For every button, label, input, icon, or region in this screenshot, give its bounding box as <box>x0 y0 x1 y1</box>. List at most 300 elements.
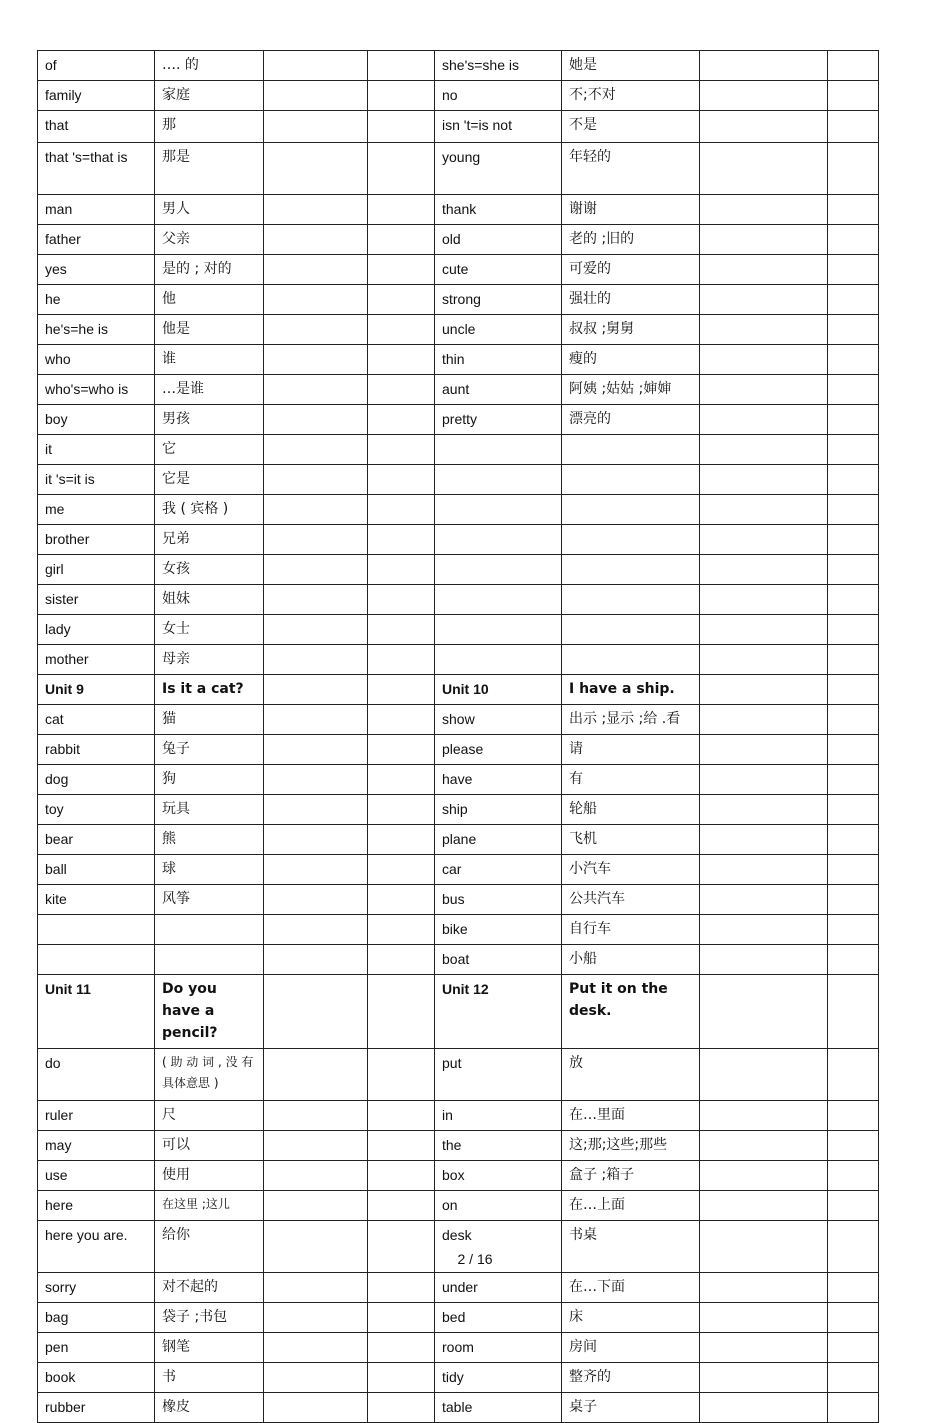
table-row <box>38 705 879 735</box>
blank-c-cell <box>700 735 828 765</box>
meaning-zh-cell: 橡皮 <box>155 1393 264 1423</box>
meaning-zh-cell: 那是 <box>155 143 264 195</box>
blank-c-cell <box>700 81 828 111</box>
unit-heading: Unit 9 <box>38 675 155 705</box>
blank-c-cell <box>700 1131 828 1161</box>
blank-a-cell <box>264 525 368 555</box>
word-en-right-cell <box>435 525 562 555</box>
meaning-zh-cell: 钢笔 <box>155 1333 264 1363</box>
meaning-zh-right-cell <box>562 555 700 585</box>
word-en-right-cell: old <box>435 225 562 255</box>
word-en-cell: family <box>38 81 155 111</box>
blank-a-cell <box>264 405 368 435</box>
word-en-cell: book <box>38 1363 155 1393</box>
blank-b-cell <box>368 1333 435 1363</box>
blank-c-cell <box>700 255 828 285</box>
table-row <box>38 255 879 285</box>
meaning-zh-cell: 使用 <box>155 1161 264 1191</box>
blank-d-cell <box>828 225 879 255</box>
word-en-right-cell: aunt <box>435 375 562 405</box>
table-row <box>38 495 879 525</box>
meaning-zh-right-cell: 叔叔 ;舅舅 <box>562 315 700 345</box>
blank-c-cell <box>700 765 828 795</box>
blank-d-cell <box>828 585 879 615</box>
blank-a-cell <box>264 555 368 585</box>
meaning-zh-cell: 兔子 <box>155 735 264 765</box>
blank-d-cell <box>828 345 879 375</box>
blank-c-cell <box>700 465 828 495</box>
table-row <box>38 435 879 465</box>
blank-c-cell <box>700 1363 828 1393</box>
word-en-cell: ball <box>38 855 155 885</box>
blank-b-cell <box>368 315 435 345</box>
word-en-right-cell: uncle <box>435 315 562 345</box>
meaning-zh-cell: 球 <box>155 855 264 885</box>
blank-a-cell <box>264 1363 368 1393</box>
blank-b-cell <box>368 195 435 225</box>
table-row <box>38 675 879 705</box>
blank-a-cell <box>264 615 368 645</box>
meaning-zh-right-cell <box>562 525 700 555</box>
table-row <box>38 915 879 945</box>
blank-c-cell <box>700 675 828 705</box>
meaning-zh-right-cell: 自行车 <box>562 915 700 945</box>
meaning-zh-right-cell <box>562 645 700 675</box>
blank-b-cell <box>368 1161 435 1191</box>
word-en-cell: that <box>38 111 155 143</box>
word-en-right-cell: thank <box>435 195 562 225</box>
blank-d-cell <box>828 285 879 315</box>
meaning-zh-right-cell: 房间 <box>562 1333 700 1363</box>
meaning-zh-right-cell: 小汽车 <box>562 855 700 885</box>
blank-a-cell <box>264 285 368 315</box>
blank-d-cell <box>828 143 879 195</box>
blank-d-cell <box>828 675 879 705</box>
meaning-zh-cell: 兄弟 <box>155 525 264 555</box>
meaning-zh-cell: 那 <box>155 111 264 143</box>
blank-d-cell <box>828 255 879 285</box>
blank-b-cell <box>368 915 435 945</box>
blank-d-cell <box>828 765 879 795</box>
word-en-cell <box>38 945 155 975</box>
word-en-cell: rubber <box>38 1393 155 1423</box>
word-en-cell <box>38 915 155 945</box>
table-row <box>38 645 879 675</box>
word-en-right-cell: have <box>435 765 562 795</box>
blank-a-cell <box>264 735 368 765</box>
blank-b-cell <box>368 615 435 645</box>
blank-b-cell <box>368 1101 435 1131</box>
word-en-right-cell: she's=she is <box>435 51 562 81</box>
table-row <box>38 795 879 825</box>
meaning-zh-cell: 他 <box>155 285 264 315</box>
meaning-zh-cell: 对不起的 <box>155 1273 264 1303</box>
blank-a-cell <box>264 51 368 81</box>
word-en-right-cell <box>435 435 562 465</box>
blank-b-cell <box>368 495 435 525</box>
blank-b-cell <box>368 765 435 795</box>
word-en-right-cell <box>435 465 562 495</box>
blank-b-cell <box>368 255 435 285</box>
meaning-zh-right-cell <box>562 465 700 495</box>
blank-d-cell <box>828 405 879 435</box>
table-row <box>38 111 879 143</box>
word-en-right-cell: room <box>435 1333 562 1363</box>
meaning-zh-right-cell: 出示 ;显示 ;给 .看 <box>562 705 700 735</box>
unit-heading: Unit 12 <box>435 975 562 1049</box>
blank-b-cell <box>368 675 435 705</box>
word-en-cell: use <box>38 1161 155 1191</box>
meaning-zh-cell: …是谁 <box>155 375 264 405</box>
unit-title: Put it on the desk. <box>562 975 700 1049</box>
blank-c-cell <box>700 111 828 143</box>
meaning-zh-right-cell <box>562 615 700 645</box>
blank-a-cell <box>264 375 368 405</box>
word-en-cell: it <box>38 435 155 465</box>
word-en-cell: toy <box>38 795 155 825</box>
meaning-zh-cell: 在这里 ;这儿 <box>155 1191 264 1221</box>
blank-a-cell <box>264 915 368 945</box>
blank-c-cell <box>700 405 828 435</box>
table-row <box>38 615 879 645</box>
blank-a-cell <box>264 1161 368 1191</box>
blank-d-cell <box>828 795 879 825</box>
word-en-right-cell <box>435 585 562 615</box>
word-en-right-cell: boat <box>435 945 562 975</box>
word-en-right-cell: no <box>435 81 562 111</box>
blank-c-cell <box>700 435 828 465</box>
word-en-right-cell: strong <box>435 285 562 315</box>
meaning-zh-cell <box>155 915 264 945</box>
blank-c-cell <box>700 825 828 855</box>
word-en-cell: of <box>38 51 155 81</box>
meaning-zh-right-cell: 阿姨 ;姑姑 ;婶婶 <box>562 375 700 405</box>
blank-a-cell <box>264 1393 368 1423</box>
blank-b-cell <box>368 1049 435 1101</box>
blank-b-cell <box>368 645 435 675</box>
blank-b-cell <box>368 51 435 81</box>
blank-a-cell <box>264 255 368 285</box>
blank-d-cell <box>828 1049 879 1101</box>
blank-a-cell <box>264 225 368 255</box>
blank-c-cell <box>700 1333 828 1363</box>
word-en-cell: lady <box>38 615 155 645</box>
word-en-cell: here you are. <box>38 1221 155 1273</box>
unit-title: Do you have a pencil? <box>155 975 264 1049</box>
table-row <box>38 81 879 111</box>
table-row <box>38 285 879 315</box>
blank-a-cell <box>264 1273 368 1303</box>
blank-c-cell <box>700 1393 828 1423</box>
table-row <box>38 1191 879 1221</box>
blank-b-cell <box>368 1191 435 1221</box>
word-en-right-cell: under <box>435 1273 562 1303</box>
blank-a-cell <box>264 645 368 675</box>
meaning-zh-right-cell: 在…上面 <box>562 1191 700 1221</box>
blank-d-cell <box>828 615 879 645</box>
meaning-zh-right-cell: 请 <box>562 735 700 765</box>
table-row <box>38 825 879 855</box>
meaning-zh-cell: 它是 <box>155 465 264 495</box>
unit-heading: Unit 10 <box>435 675 562 705</box>
table-row <box>38 885 879 915</box>
table-row <box>38 1333 879 1363</box>
word-en-right-cell: isn 't=is not <box>435 111 562 143</box>
blank-b-cell <box>368 525 435 555</box>
blank-b-cell <box>368 1303 435 1333</box>
blank-d-cell <box>828 465 879 495</box>
meaning-zh-right-cell: 有 <box>562 765 700 795</box>
blank-d-cell <box>828 375 879 405</box>
meaning-zh-cell: 男人 <box>155 195 264 225</box>
meaning-zh-cell: 女士 <box>155 615 264 645</box>
meaning-zh-right-cell: 书桌 <box>562 1221 700 1273</box>
blank-b-cell <box>368 585 435 615</box>
blank-d-cell <box>828 705 879 735</box>
blank-d-cell <box>828 915 879 945</box>
blank-a-cell <box>264 825 368 855</box>
blank-d-cell <box>828 1393 879 1423</box>
blank-a-cell <box>264 585 368 615</box>
word-en-right-cell: desk <box>435 1221 562 1273</box>
meaning-zh-cell: 狗 <box>155 765 264 795</box>
meaning-zh-right-cell: 整齐的 <box>562 1363 700 1393</box>
table-row <box>38 1131 879 1161</box>
word-en-cell: boy <box>38 405 155 435</box>
blank-b-cell <box>368 375 435 405</box>
blank-d-cell <box>828 1273 879 1303</box>
meaning-zh-cell <box>155 945 264 975</box>
blank-d-cell <box>828 111 879 143</box>
meaning-zh-cell: 玩具 <box>155 795 264 825</box>
blank-b-cell <box>368 735 435 765</box>
blank-a-cell <box>264 1333 368 1363</box>
table-row <box>38 195 879 225</box>
table-row <box>38 525 879 555</box>
blank-a-cell <box>264 975 368 1049</box>
blank-d-cell <box>828 1191 879 1221</box>
blank-a-cell <box>264 195 368 225</box>
blank-c-cell <box>700 585 828 615</box>
word-en-right-cell: bike <box>435 915 562 945</box>
blank-c-cell <box>700 315 828 345</box>
meaning-zh-right-cell: 她是 <box>562 51 700 81</box>
meaning-zh-cell: 母亲 <box>155 645 264 675</box>
table-row <box>38 1273 879 1303</box>
meaning-zh-cell: 谁 <box>155 345 264 375</box>
meaning-zh-cell: 给你 <box>155 1221 264 1273</box>
word-en-cell: do <box>38 1049 155 1101</box>
blank-d-cell <box>828 735 879 765</box>
table-row <box>38 945 879 975</box>
word-en-cell: girl <box>38 555 155 585</box>
table-row <box>38 1161 879 1191</box>
blank-d-cell <box>828 855 879 885</box>
meaning-zh-right-cell <box>562 495 700 525</box>
word-en-cell: rabbit <box>38 735 155 765</box>
blank-b-cell <box>368 345 435 375</box>
meaning-zh-right-cell: 老的 ;旧的 <box>562 225 700 255</box>
word-en-right-cell: pretty <box>435 405 562 435</box>
table-row <box>38 375 879 405</box>
word-en-right-cell: plane <box>435 825 562 855</box>
meaning-zh-right-cell: 可爱的 <box>562 255 700 285</box>
blank-a-cell <box>264 1191 368 1221</box>
blank-d-cell <box>828 645 879 675</box>
blank-c-cell <box>700 1161 828 1191</box>
blank-b-cell <box>368 465 435 495</box>
word-en-right-cell: bus <box>435 885 562 915</box>
blank-a-cell <box>264 143 368 195</box>
word-en-cell: man <box>38 195 155 225</box>
table-row <box>38 735 879 765</box>
blank-a-cell <box>264 345 368 375</box>
word-en-cell: who's=who is <box>38 375 155 405</box>
blank-b-cell <box>368 1363 435 1393</box>
word-en-cell: dog <box>38 765 155 795</box>
meaning-zh-cell: 父亲 <box>155 225 264 255</box>
word-en-cell: pen <box>38 1333 155 1363</box>
blank-a-cell <box>264 1131 368 1161</box>
blank-c-cell <box>700 615 828 645</box>
blank-d-cell <box>828 885 879 915</box>
meaning-zh-right-cell: 漂亮的 <box>562 405 700 435</box>
unit-title: Is it a cat? <box>155 675 264 705</box>
blank-c-cell <box>700 945 828 975</box>
blank-c-cell <box>700 705 828 735</box>
blank-a-cell <box>264 495 368 525</box>
meaning-zh-right-cell: 飞机 <box>562 825 700 855</box>
table-row <box>38 143 879 195</box>
meaning-zh-right-cell: 盒子 ;箱子 <box>562 1161 700 1191</box>
meaning-zh-right-cell: 瘦的 <box>562 345 700 375</box>
table-row <box>38 51 879 81</box>
word-en-cell: he <box>38 285 155 315</box>
meaning-zh-cell: 猫 <box>155 705 264 735</box>
blank-a-cell <box>264 795 368 825</box>
meaning-zh-cell: 家庭 <box>155 81 264 111</box>
blank-b-cell <box>368 945 435 975</box>
blank-c-cell <box>700 885 828 915</box>
word-en-cell: cat <box>38 705 155 735</box>
word-en-cell: bag <box>38 1303 155 1333</box>
word-en-right-cell: on <box>435 1191 562 1221</box>
page-number: 2 / 16 <box>457 1251 493 1267</box>
word-en-right-cell: ship <box>435 795 562 825</box>
word-en-cell: may <box>38 1131 155 1161</box>
blank-c-cell <box>700 495 828 525</box>
meaning-zh-right-cell: 在…里面 <box>562 1101 700 1131</box>
word-en-cell: who <box>38 345 155 375</box>
word-en-right-cell: young <box>435 143 562 195</box>
word-en-right-cell <box>435 495 562 525</box>
meaning-zh-right-cell: 公共汽车 <box>562 885 700 915</box>
blank-a-cell <box>264 1049 368 1101</box>
blank-a-cell <box>264 1303 368 1333</box>
blank-c-cell <box>700 51 828 81</box>
blank-b-cell <box>368 1273 435 1303</box>
blank-b-cell <box>368 111 435 143</box>
table-row <box>38 1363 879 1393</box>
blank-c-cell <box>700 1191 828 1221</box>
blank-d-cell <box>828 1363 879 1393</box>
meaning-zh-cell: 姐妹 <box>155 585 264 615</box>
blank-d-cell <box>828 1303 879 1333</box>
meaning-zh-cell: 袋子 ;书包 <box>155 1303 264 1333</box>
blank-b-cell <box>368 975 435 1049</box>
meaning-zh-right-cell: 不是 <box>562 111 700 143</box>
blank-a-cell <box>264 111 368 143</box>
meaning-zh-right-cell: 不;不对 <box>562 81 700 111</box>
blank-c-cell <box>700 195 828 225</box>
word-en-right-cell: tidy <box>435 1363 562 1393</box>
meaning-zh-cell: 他是 <box>155 315 264 345</box>
meaning-zh-cell: ( 助 动 词 , 没 有 具体意思 ) <box>155 1049 264 1101</box>
word-en-cell: bear <box>38 825 155 855</box>
meaning-zh-cell: 书 <box>155 1363 264 1393</box>
blank-c-cell <box>700 143 828 195</box>
word-en-cell: sorry <box>38 1273 155 1303</box>
table-row <box>38 765 879 795</box>
meaning-zh-right-cell: 强壮的 <box>562 285 700 315</box>
meaning-zh-cell: 我 ( 宾格 ) <box>155 495 264 525</box>
word-en-right-cell: car <box>435 855 562 885</box>
blank-b-cell <box>368 143 435 195</box>
blank-b-cell <box>368 1393 435 1423</box>
blank-d-cell <box>828 1333 879 1363</box>
table-row <box>38 855 879 885</box>
unit-heading: Unit 11 <box>38 975 155 1049</box>
blank-a-cell <box>264 855 368 885</box>
blank-d-cell <box>828 1161 879 1191</box>
word-en-right-cell: box <box>435 1161 562 1191</box>
meaning-zh-cell: 可以 <box>155 1131 264 1161</box>
meaning-zh-cell: 熊 <box>155 825 264 855</box>
word-en-right-cell: show <box>435 705 562 735</box>
blank-c-cell <box>700 975 828 1049</box>
blank-d-cell <box>828 945 879 975</box>
word-en-cell: ruler <box>38 1101 155 1131</box>
blank-b-cell <box>368 435 435 465</box>
blank-c-cell <box>700 1101 828 1131</box>
meaning-zh-right-cell: 谢谢 <box>562 195 700 225</box>
blank-c-cell <box>700 345 828 375</box>
blank-d-cell <box>828 555 879 585</box>
blank-d-cell <box>828 435 879 465</box>
blank-b-cell <box>368 825 435 855</box>
meaning-zh-right-cell: 轮船 <box>562 795 700 825</box>
table-row <box>38 1049 879 1101</box>
word-en-cell: mother <box>38 645 155 675</box>
meaning-zh-right-cell: 床 <box>562 1303 700 1333</box>
blank-c-cell <box>700 285 828 315</box>
blank-d-cell <box>828 51 879 81</box>
blank-c-cell <box>700 795 828 825</box>
blank-a-cell <box>264 435 368 465</box>
word-en-right-cell: the <box>435 1131 562 1161</box>
meaning-zh-cell: 男孩 <box>155 405 264 435</box>
blank-b-cell <box>368 705 435 735</box>
word-en-right-cell: table <box>435 1393 562 1423</box>
word-en-cell: he's=he is <box>38 315 155 345</box>
blank-d-cell <box>828 1101 879 1131</box>
table-row <box>38 1101 879 1131</box>
blank-a-cell <box>264 1101 368 1131</box>
meaning-zh-right-cell: 放 <box>562 1049 700 1101</box>
word-en-cell: it 's=it is <box>38 465 155 495</box>
meaning-zh-right-cell <box>562 585 700 615</box>
table-row <box>38 225 879 255</box>
